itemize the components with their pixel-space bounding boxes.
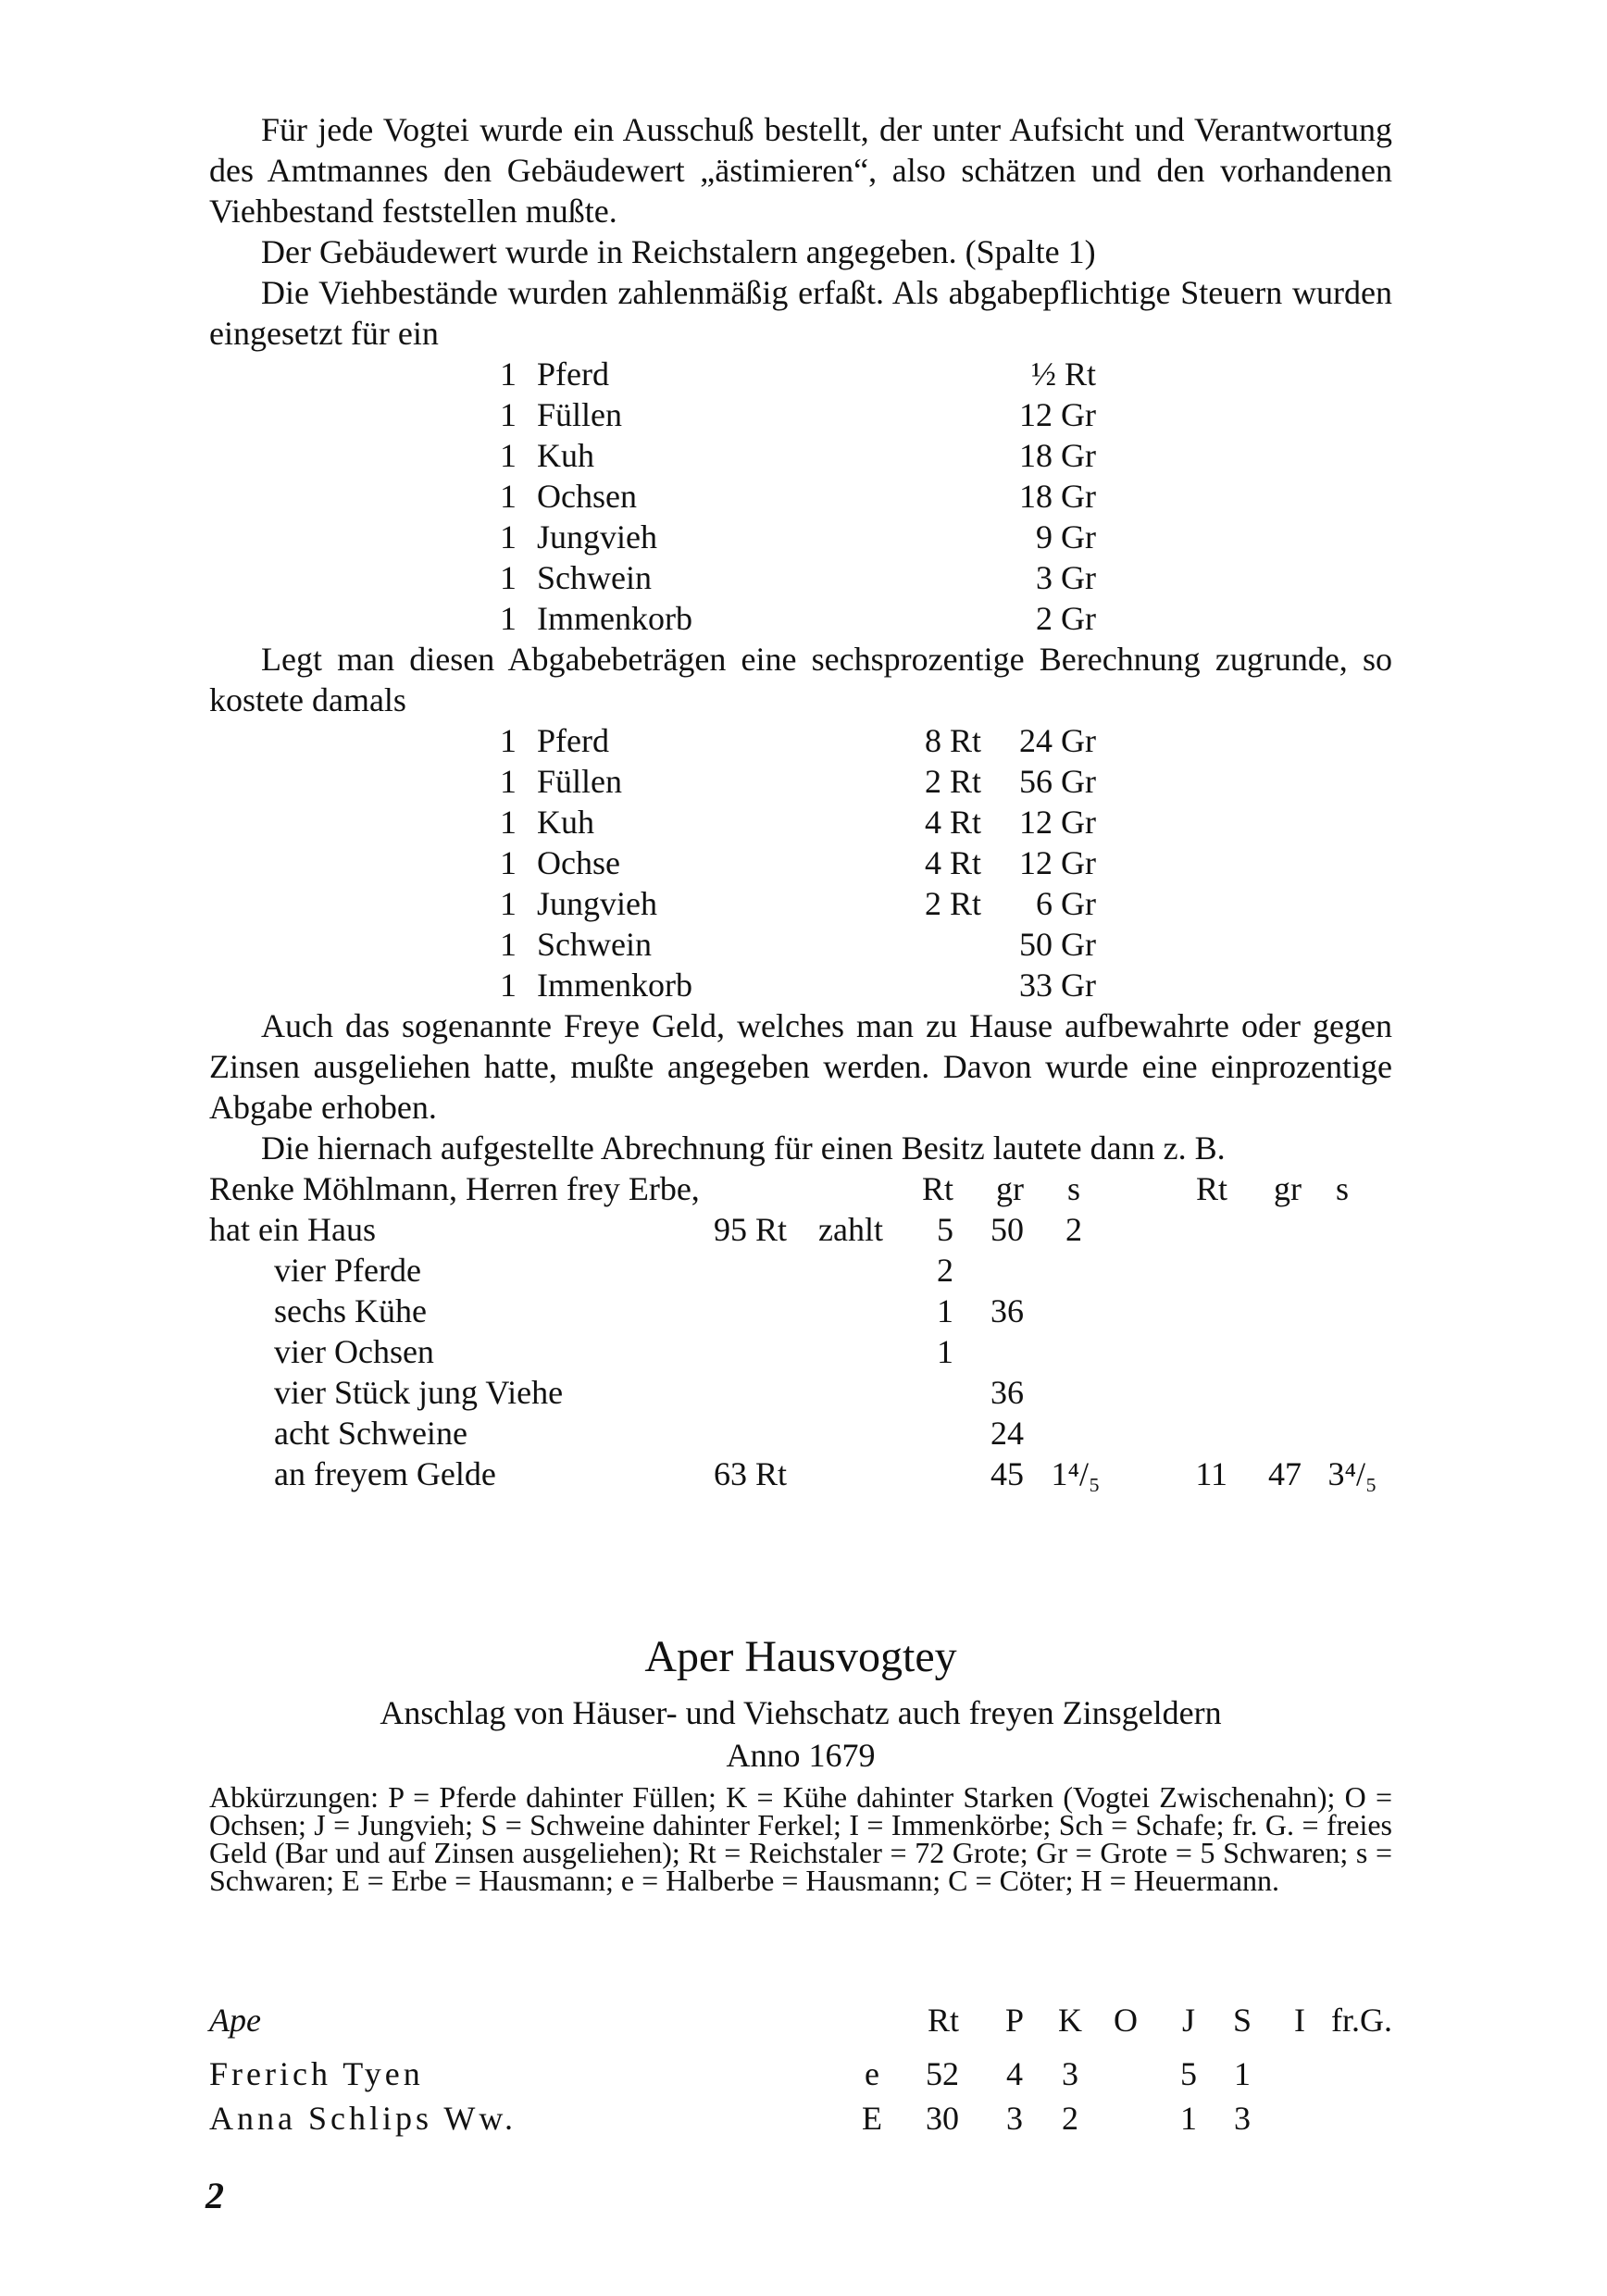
tax-qty: 1 bbox=[500, 518, 517, 555]
person-name: Frerich Tyen bbox=[209, 2055, 424, 2092]
header-s: s bbox=[1066, 1170, 1080, 1207]
account-gr: 36 bbox=[990, 1374, 1024, 1411]
tax-item: Füllen bbox=[537, 396, 623, 433]
abbreviations: Abkürzungen: P = Pferde dahinter Füllen; K = Kühe dahinter Starken (Vogtei Zwischenahn); O = Ochsen; J = Jungvieh; S = Schweine dahinter Ferkel; I = Immenkörbe; Sch = Schafe; fr. G. = freies Geld (Bar und auf Zinsen ausgeliehen); Rt = Reichstaler = 72 Grote; Gr = Grote = 5 Schwaren; s = Schwaren; E = Erbe = Hausmann; e = Halberbe = Hausmann; C = Cöter; H = Heuermann. bbox=[209, 1780, 1392, 1897]
tax-qty: 1 bbox=[500, 559, 517, 596]
header-total-rt: Rt bbox=[1195, 1170, 1227, 1207]
cell-j: 1 bbox=[1180, 2100, 1197, 2137]
header-gr: gr bbox=[996, 1170, 1024, 1207]
account-s: 2 bbox=[1065, 1211, 1082, 1248]
price-item: Immenkorb bbox=[537, 967, 692, 1004]
person-name: Anna Schlips Ww. bbox=[209, 2100, 517, 2137]
price-gr: 12 Gr bbox=[1019, 844, 1096, 881]
cell-s: 1 bbox=[1234, 2055, 1251, 2092]
total-s: 3⁴/₅ bbox=[1327, 1455, 1377, 1492]
price-item: Kuh bbox=[537, 804, 594, 841]
price-gr: 6 Gr bbox=[1036, 885, 1096, 922]
place-name: Ape bbox=[209, 2002, 261, 2039]
tax-amount: 3 Gr bbox=[1036, 559, 1096, 596]
page-number: 2 bbox=[206, 2175, 224, 2216]
price-rt: 4 Rt bbox=[924, 844, 981, 881]
header-s: S bbox=[1232, 2002, 1252, 2039]
paragraph-4: Legt man diesen Abgabebeträgen eine sechsprozentige Berechnung zugrunde, so kostete damals bbox=[209, 641, 1392, 718]
price-qty: 1 bbox=[500, 722, 517, 759]
price-qty: 1 bbox=[500, 804, 517, 841]
tax-amount: 12 Gr bbox=[1019, 396, 1096, 433]
tax-qty: 1 bbox=[500, 356, 517, 393]
account-rt: 1 bbox=[937, 1292, 953, 1329]
header-frg: fr.G. bbox=[1331, 2002, 1392, 2039]
tax-amount: ½ Rt bbox=[1030, 356, 1096, 393]
price-gr: 50 Gr bbox=[1019, 926, 1096, 963]
tax-qty: 1 bbox=[500, 396, 517, 433]
tax-qty: 1 bbox=[500, 437, 517, 474]
account-gr: 36 bbox=[990, 1292, 1024, 1329]
account-gr: 45 bbox=[990, 1455, 1024, 1492]
header-rt: Rt bbox=[927, 2002, 959, 2039]
tax-item: Kuh bbox=[537, 437, 594, 474]
holding-type: e bbox=[865, 2055, 879, 2092]
holding-type: E bbox=[862, 2100, 882, 2137]
house-value: 95 Rt bbox=[713, 1211, 787, 1248]
total-gr: 47 bbox=[1268, 1455, 1302, 1492]
tax-item: Jungvieh bbox=[537, 518, 657, 555]
paragraph-2: Der Gebäudewert wurde in Reichstalern angegeben. (Spalte 1) bbox=[261, 233, 1096, 270]
house-label: hat ein Haus bbox=[209, 1211, 376, 1248]
price-rt: 2 Rt bbox=[924, 885, 981, 922]
price-gr: 24 Gr bbox=[1019, 722, 1096, 759]
tax-qty: 1 bbox=[500, 478, 517, 515]
cell-s: 3 bbox=[1234, 2100, 1251, 2137]
tax-item: Schwein bbox=[537, 559, 652, 596]
tax-qty: 1 bbox=[500, 600, 517, 637]
price-rt: 4 Rt bbox=[924, 804, 981, 841]
price-item: Ochse bbox=[537, 844, 620, 881]
tax-item: Ochsen bbox=[537, 478, 637, 515]
price-qty: 1 bbox=[500, 967, 517, 1004]
cell-rt: 30 bbox=[926, 2100, 959, 2137]
account-row-label: an freyem Gelde bbox=[274, 1455, 496, 1492]
account-owner: Renke Möhlmann, Herren frey Erbe, bbox=[209, 1170, 700, 1207]
cell-k: 3 bbox=[1062, 2055, 1078, 2092]
price-item: Füllen bbox=[537, 763, 623, 800]
account-gr: 50 bbox=[990, 1211, 1024, 1248]
tax-amount: 9 Gr bbox=[1036, 518, 1096, 555]
header-i: I bbox=[1294, 2002, 1305, 2039]
pays-label: zahlt bbox=[818, 1211, 883, 1248]
price-item: Schwein bbox=[537, 926, 652, 963]
tax-amount: 2 Gr bbox=[1036, 600, 1096, 637]
paragraph-5: Auch das sogenannte Freye Geld, welches man zu Hause aufbewahrte oder gegen Zinsen ausgeliehen hatte, mußte angegeben werden. Davon wurde eine einprozentige Abgabe erhoben. bbox=[209, 1007, 1392, 1126]
header-p: P bbox=[1004, 2002, 1025, 2039]
price-item: Pferd bbox=[537, 722, 609, 759]
price-rt: 2 Rt bbox=[924, 763, 981, 800]
header-total-s: s bbox=[1335, 1170, 1349, 1207]
tax-amount: 18 Gr bbox=[1019, 437, 1096, 474]
price-qty: 1 bbox=[500, 885, 517, 922]
account-rt: 2 bbox=[937, 1252, 953, 1289]
account-rt: 5 bbox=[937, 1211, 953, 1248]
price-item: Jungvieh bbox=[537, 885, 657, 922]
price-qty: 1 bbox=[500, 844, 517, 881]
total-rt: 11 bbox=[1195, 1455, 1227, 1492]
cell-rt: 52 bbox=[926, 2055, 959, 2092]
section-subtitle: Anschlag von Häuser- und Viehschatz auch freyen Zinsgeldern bbox=[380, 1694, 1222, 1731]
account-s: 1⁴/₅ bbox=[1051, 1455, 1101, 1492]
tax-amount: 18 Gr bbox=[1019, 478, 1096, 515]
cell-k: 2 bbox=[1062, 2100, 1078, 2137]
price-rt: 8 Rt bbox=[924, 722, 981, 759]
account-row-label: sechs Kühe bbox=[274, 1292, 427, 1329]
section-title: Aper Hausvogtey bbox=[644, 1632, 957, 1681]
price-qty: 1 bbox=[500, 763, 517, 800]
header-k: K bbox=[1058, 2002, 1082, 2039]
cell-p: 3 bbox=[1006, 2100, 1023, 2137]
paragraph-1: Für jede Vogtei wurde ein Ausschuß bestellt, der unter Aufsicht und Verantwortung des Amtmannes den Gebäudewert „ästimieren“, also schätzen und den vorhandenen Viehbestand feststellen mußte. bbox=[209, 111, 1392, 230]
header-rt: Rt bbox=[921, 1170, 953, 1207]
header-o: O bbox=[1114, 2002, 1138, 2039]
account-row-label: vier Pferde bbox=[274, 1252, 421, 1289]
account-row-label: vier Ochsen bbox=[274, 1333, 434, 1370]
header-total-gr: gr bbox=[1274, 1170, 1302, 1207]
paragraph-6: Die hiernach aufgestellte Abrechnung für einen Besitz lautete dann z. B. bbox=[261, 1129, 1226, 1167]
price-qty: 1 bbox=[500, 926, 517, 963]
section-year: Anno 1679 bbox=[726, 1737, 876, 1774]
account-row-label: acht Schweine bbox=[274, 1415, 467, 1452]
account-rt: 1 bbox=[937, 1333, 953, 1370]
tax-item: Pferd bbox=[537, 356, 609, 393]
header-j: J bbox=[1181, 2002, 1195, 2039]
account-row-value: 63 Rt bbox=[713, 1455, 787, 1492]
price-gr: 12 Gr bbox=[1019, 804, 1096, 841]
cell-p: 4 bbox=[1006, 2055, 1023, 2092]
account-gr: 24 bbox=[990, 1415, 1024, 1452]
price-gr: 33 Gr bbox=[1019, 967, 1096, 1004]
paragraph-3: Die Viehbestände wurden zahlenmäßig erfaßt. Als abgabepflichtige Steuern wurden eingesetzt für ein bbox=[209, 274, 1392, 352]
account-row-label: vier Stück jung Viehe bbox=[274, 1374, 564, 1411]
tax-item: Immenkorb bbox=[537, 600, 692, 637]
cell-j: 5 bbox=[1180, 2055, 1197, 2092]
price-gr: 56 Gr bbox=[1019, 763, 1096, 800]
